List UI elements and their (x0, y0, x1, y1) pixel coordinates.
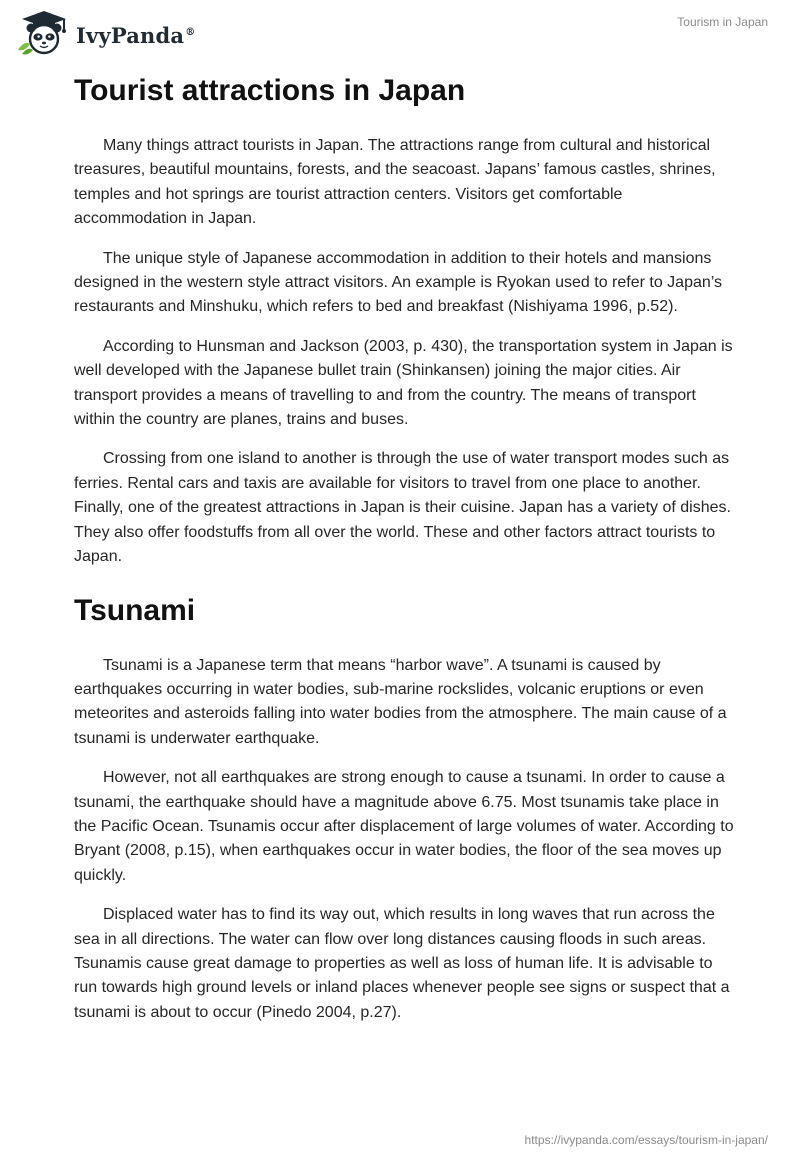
section-body-tsunami (74, 654, 734, 1026)
source-url-link[interactable]: https://ivypanda.com/essays/tourism-in-japan/ (524, 1133, 768, 1147)
brand-name: IvyPanda® (76, 22, 196, 48)
paragraph: However, not all earthquakes are strong enough to cause a tsunami. In order to cause a tsunami, the earthquake should have a magnitude above 6.75. Most tsunamis take place in the Pacific Ocean. Tsunamis occur after displacement of large volumes of water. According to Bryant (2008, p.15), when earthquakes occur in water bodies, the floor of the sea moves up quickly. (74, 769, 734, 884)
paragraph: Many things attract tourists in Japan. The attractions range from cultural and historical treasures, beautiful mountains, forests, and the seacoast. Japans’ famous castles, shrines, temples and hot springs are tourist attraction centers. Visitors get comfortable accommodation in Japan. (74, 137, 716, 228)
page-header (0, 0, 800, 64)
paragraph: Crossing from one island to another is through the use of water transport modes such as ferries. Rental cars and taxis are available for visitors to travel from one place to another. Finally, one of the greatest attractions in Japan is their cuisine. Japan has a variety of dishes. They also offer foodstuffs from all over the world. These and other factors attract tourists to Japan. (74, 450, 731, 566)
section-body-tourist-attractions (74, 134, 734, 570)
section-heading-tsunami: Tsunami (74, 593, 196, 627)
section-heading-tourist-attractions: Tourist attractions in Japan (74, 74, 466, 107)
document-title: Tourism in Japan (677, 15, 768, 29)
essay-content (74, 72, 734, 1040)
brand-logo-link[interactable] (14, 10, 195, 56)
paragraph: The unique style of Japanese accommodation in addition to their hotels and mansions designed in the western style attract visitors. An example is Ryokan used to refer to Japan’s restaurants and Minshuku, which refers to bed and breakfast (Nishiyama 1996, p.52). (74, 249, 723, 316)
registered-mark: ® (185, 26, 196, 38)
paragraph: Displaced water has to find its way out, which results in long waves that run across the sea in all directions. The water can flow over long distances causing floods in such areas. Tsunamis cause great damage to properties as well as loss of human life. It is advisable to run towards high ground levels or inland places whenever people see signs or suspect that a tsunami is about to occur (Pinedo 2004, p.27). (74, 906, 730, 1021)
paragraph: Tsunami is a Japanese term that means “harbor wave”. A tsunami is caused by earthquakes occurring in water bodies, sub-marine rockslides, volcanic eruptions or even meteorites and asteroids falling into water bodies from the atmosphere. The main cause of a tsunami is underwater earthquake. (74, 656, 727, 747)
paragraph: According to Hunsman and Jackson (2003, p. 430), the transportation system in Japan is well developed with the Japanese bullet train (Shinkansen) joining the major cities. Air transport provides a means of travelling to and from the country. The means of transport within the country are planes, trains and buses. (74, 337, 733, 429)
panda-logo-icon (14, 10, 70, 56)
